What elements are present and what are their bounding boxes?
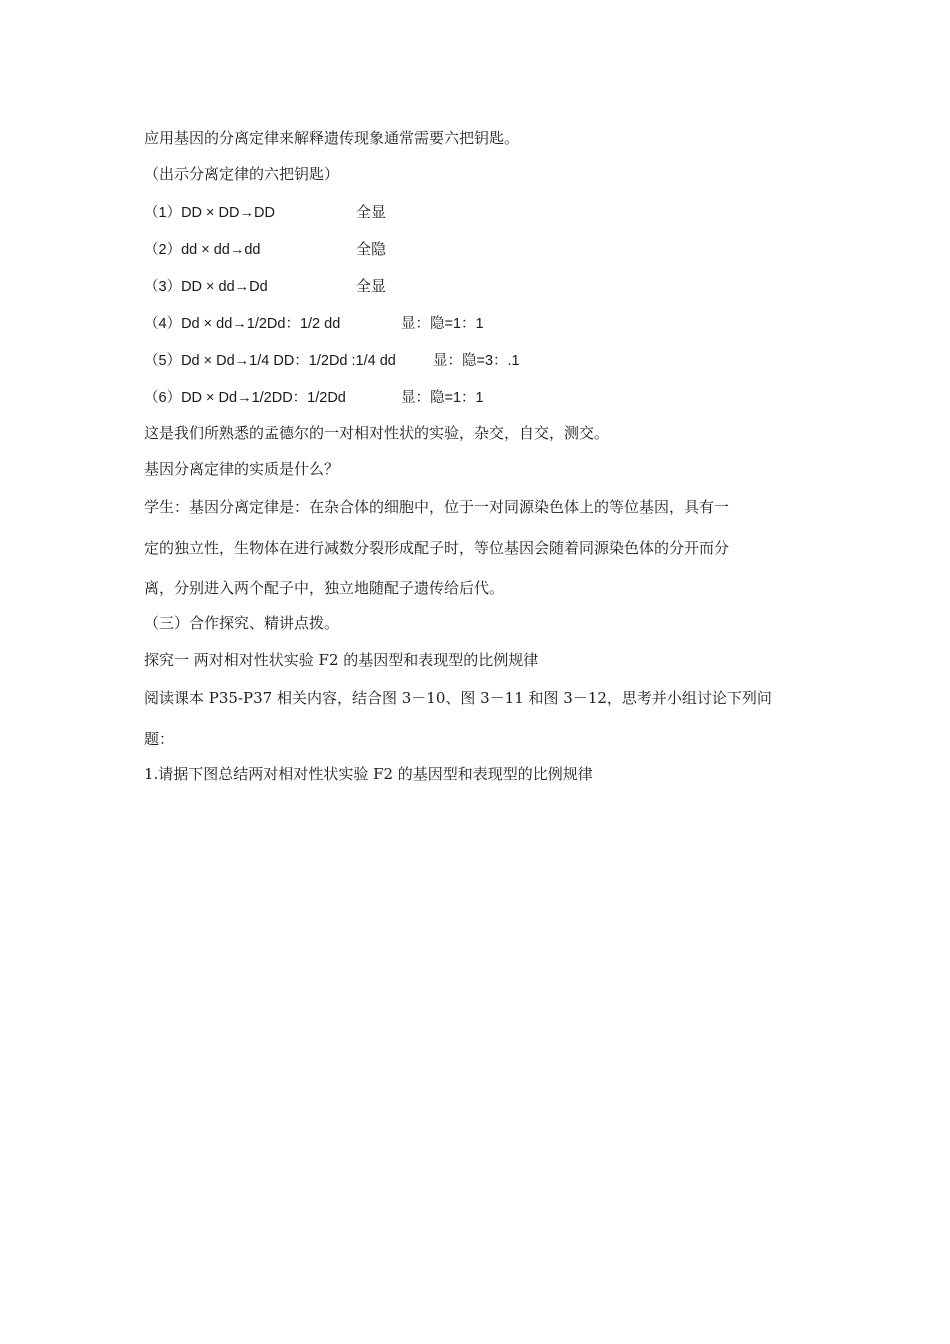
key-result-3: 全显 <box>356 277 387 295</box>
reading-line-2: 题： <box>144 730 175 748</box>
key-formula-5: （5）Dd × Dd→1/4 DD：1/2Dd :1/4 dd <box>144 353 396 369</box>
key-result-2: 全隐 <box>356 240 387 258</box>
question-text: 基因分离定律的实质是什么？ <box>144 460 340 478</box>
key-result-6: 显：隐=1：1 <box>401 390 484 406</box>
key-formula-3: （3）DD × dd→Dd <box>144 279 268 295</box>
intro-text: 应用基因的分离定律来解释遗传现象通常需要六把钥匙。 <box>144 129 520 147</box>
explore-heading: 探究一 两对相对性状实验 F2 的基因型和表现型的比例规律 <box>144 651 539 669</box>
student-answer-line-1: 学生：基因分离定律是：在杂合体的细胞中，位于一对同源染色体上的等位基因，具有一 <box>144 498 730 516</box>
reading-line-1: 阅读课本 P35-P37 相关内容，结合图 3－10、图 3－11 和图 3－12，思考并小组讨论下列问 <box>144 689 772 707</box>
section-heading: （三）合作探究、精讲点拨。 <box>144 614 340 632</box>
key-formula-4: （4）Dd × dd→1/2Dd：1/2 dd <box>144 316 341 332</box>
key-result-1: 全显 <box>356 203 387 221</box>
keys-heading: （出示分离定律的六把钥匙） <box>144 165 340 183</box>
key-result-4: 显：隐=1：1 <box>401 316 484 332</box>
key-formula-1: （1）DD × DD→DD <box>144 205 275 221</box>
familiar-text: 这是我们所熟悉的孟德尔的一对相对性状的实验，杂交，自交，测交。 <box>144 424 610 442</box>
key-result-5: 显：隐=3：.1 <box>433 353 520 369</box>
task-1-text: 1.请据下图总结两对相对性状实验 F2 的基因型和表现型的比例规律 <box>144 765 593 783</box>
student-answer-line-2: 定的独立性，生物体在进行减数分裂形成配子时，等位基因会随着同源染色体的分开而分 <box>144 539 730 557</box>
key-formula-6: （6）DD × Dd→1/2DD：1/2Dd <box>144 390 346 406</box>
student-answer-line-3: 离，分别进入两个配子中，独立地随配子遗传给后代。 <box>144 579 505 597</box>
key-formula-2: （2）dd × dd→dd <box>144 242 261 258</box>
